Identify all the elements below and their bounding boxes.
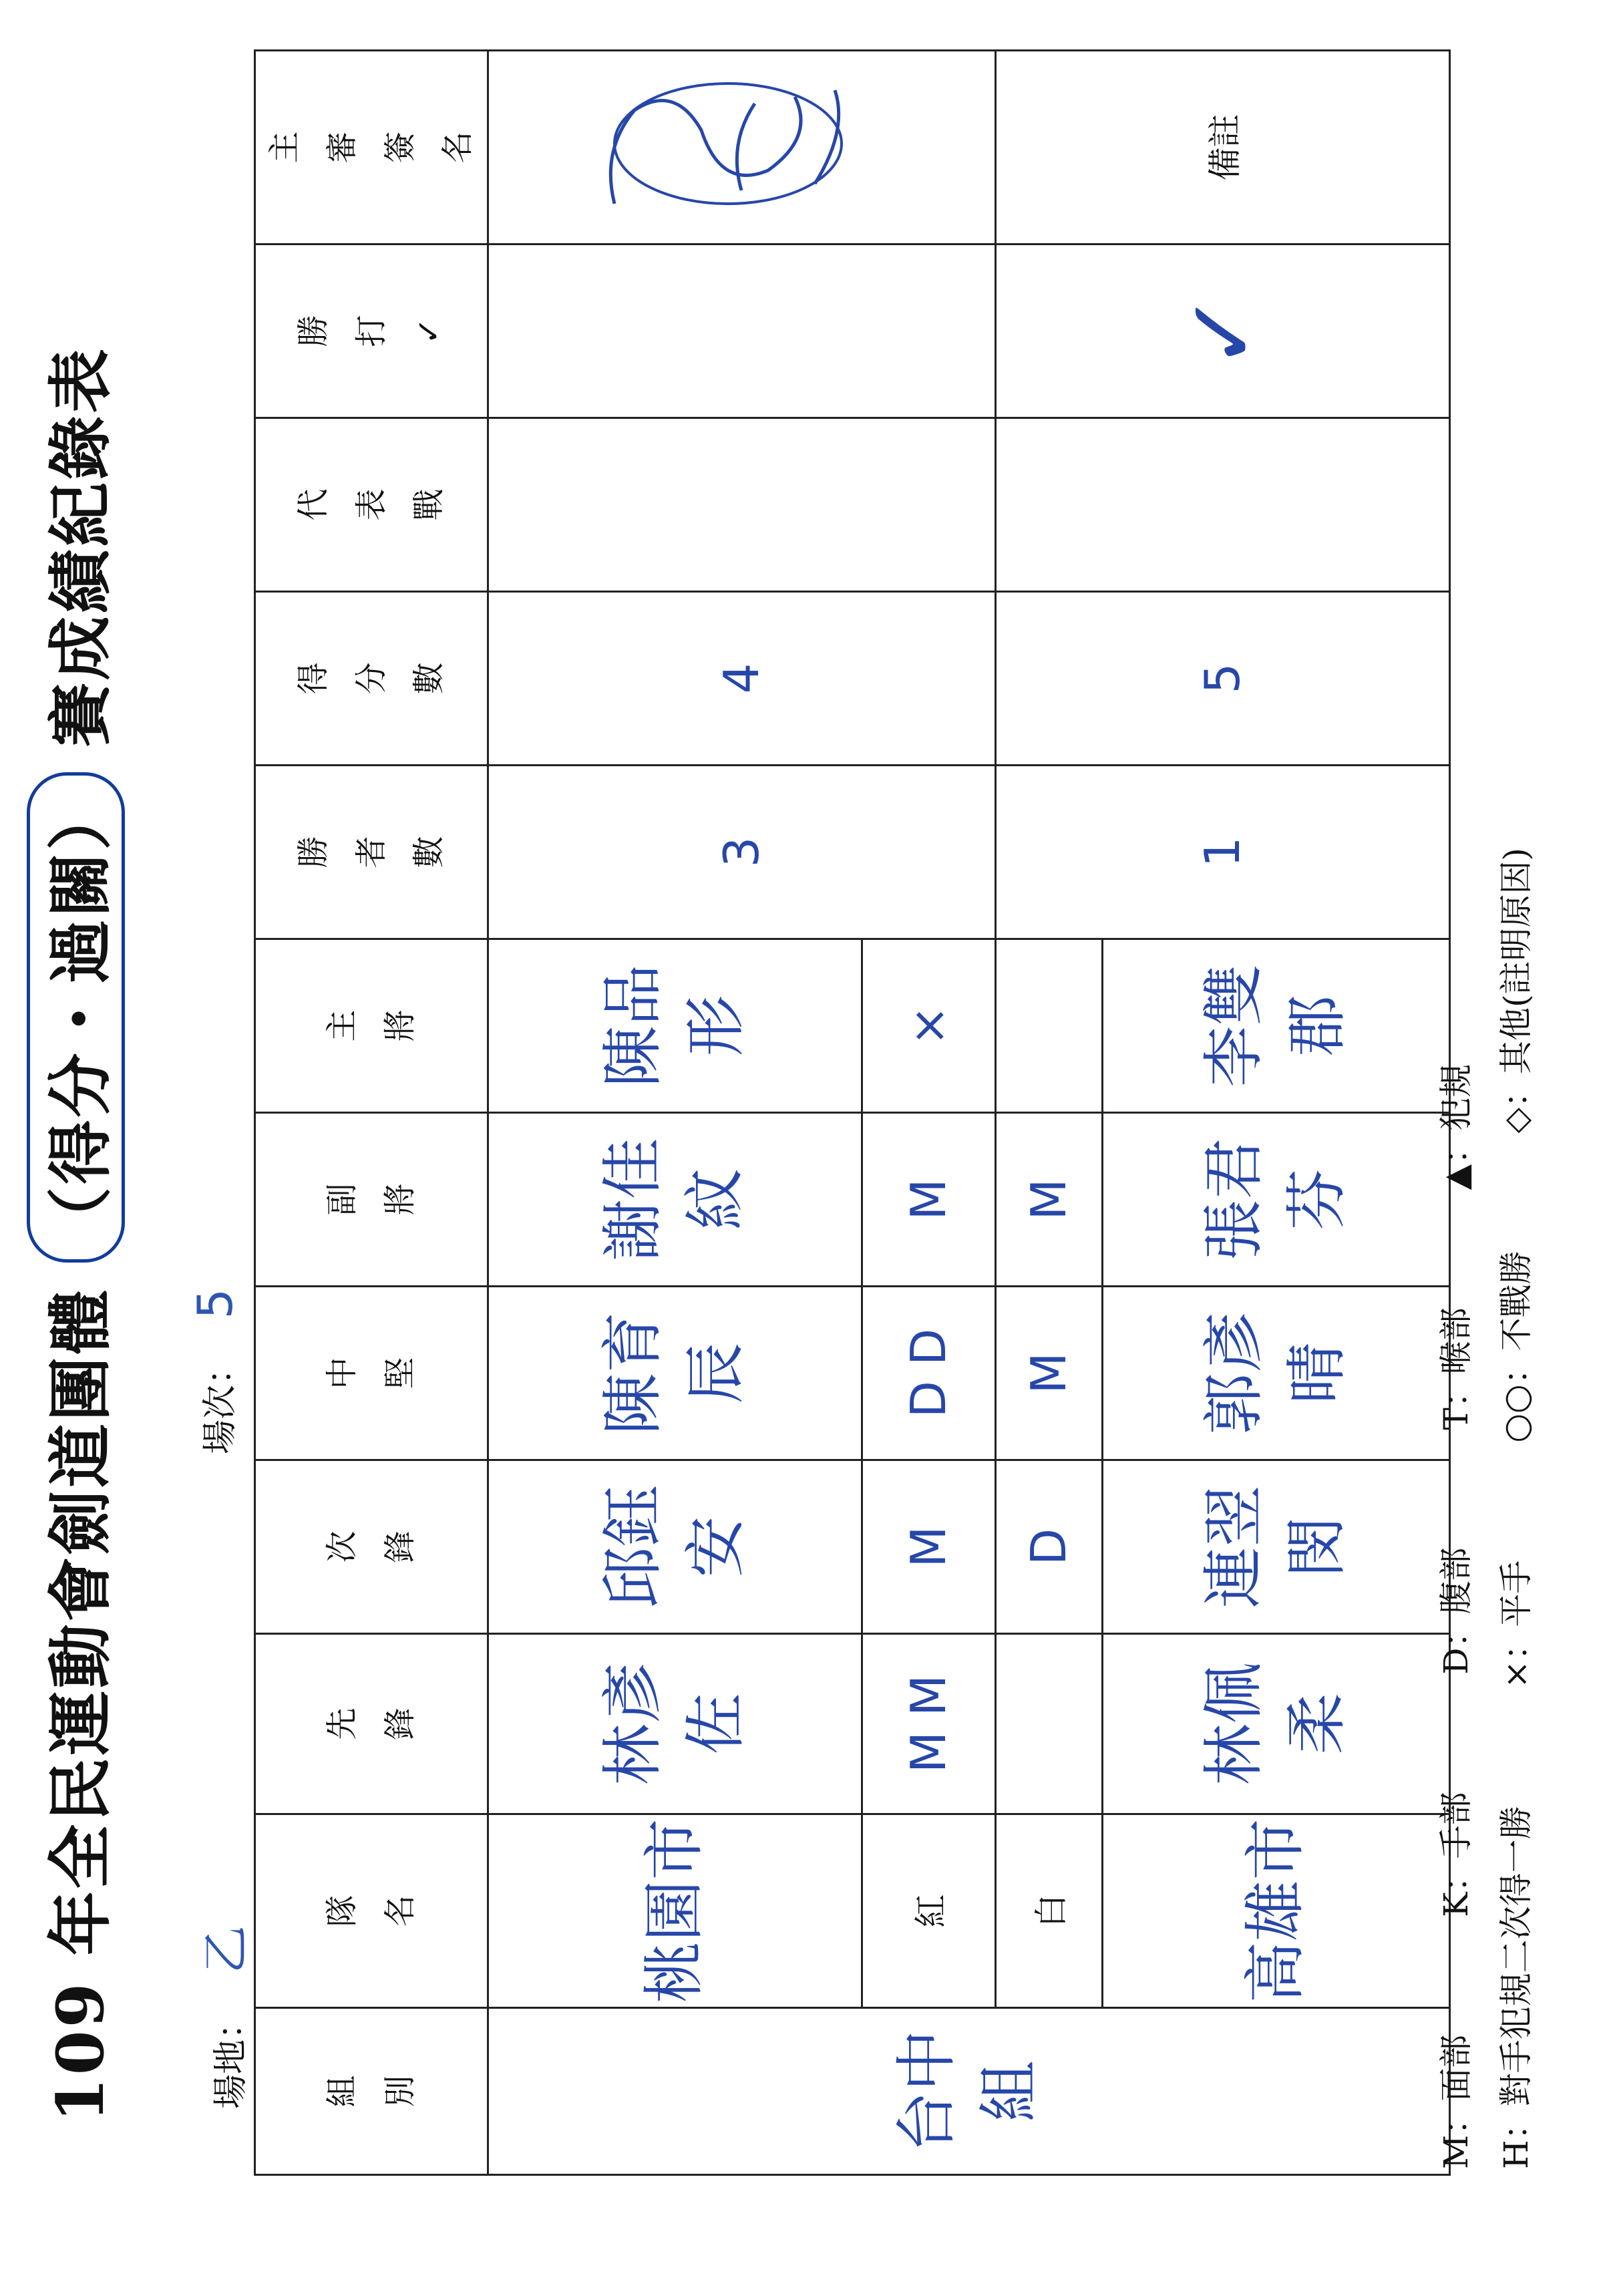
referee-signature — [488, 51, 995, 244]
venue-label: 場地： — [211, 2004, 251, 2109]
score-table — [254, 49, 1451, 2176]
remarks: 備註 — [995, 51, 1449, 244]
team1-points: 4 — [488, 592, 995, 766]
legend-d: D：腹部 — [1437, 1547, 1475, 1675]
team1-winner — [488, 244, 995, 418]
team1-score-taisho: × — [862, 939, 995, 1113]
title-year: 109 — [43, 1980, 118, 2122]
col-fukusho: 副 將 — [255, 1113, 488, 1287]
team2-wins: 1 — [995, 766, 1449, 939]
venue-value: 乙 — [198, 1925, 254, 1974]
col-winner: 勝 打 ✓ — [255, 244, 488, 418]
team1-score-chuken: D D — [862, 1287, 995, 1460]
team1-senpo: 林彥佐 — [488, 1634, 862, 1814]
col-wins: 勝 者 數 — [255, 766, 488, 939]
col-group: 組 別 — [255, 2008, 488, 2175]
team2-side: 白 — [995, 1814, 1102, 2008]
team2-senpo: 林佩柔 — [1102, 1634, 1449, 1814]
team2-score-chuken: M — [995, 1287, 1102, 1460]
legend-oo: ○○：不戰勝 — [1497, 1251, 1536, 1443]
legend-x: ×：平手 — [1497, 1560, 1536, 1689]
match-number — [187, 1289, 243, 1454]
team2-winner: ✓ — [995, 244, 1449, 418]
team1-score-senpo: M M — [862, 1634, 995, 1814]
team1-taisho: 陳品形 — [488, 939, 862, 1113]
team2-score-jiho: D — [995, 1460, 1102, 1634]
col-referee: 主 審 簽 名 — [255, 51, 488, 244]
match-label: 場次： — [200, 1349, 240, 1454]
team2-taisho: 李雙郡 — [1102, 939, 1449, 1113]
team2-score-row — [995, 51, 1102, 2175]
team1-side: 紅 — [862, 1814, 995, 2008]
header-row — [255, 51, 488, 2175]
col-rep: 代 表 戰 — [255, 418, 488, 592]
form-title — [27, 118, 125, 2122]
col-jiho: 次 鋒 — [255, 1460, 488, 1634]
team2-name: 高雄市 — [1102, 1814, 1449, 2008]
team2-points: 5 — [995, 592, 1449, 766]
legend-foul: ▲：犯規 — [1437, 1063, 1475, 1190]
team1-rep — [488, 418, 995, 592]
title-event: 年全民運動會劍道團體 — [43, 1287, 118, 1956]
team1-name: 桃園市 — [488, 1814, 862, 2008]
col-chuken: 中 堅 — [255, 1287, 488, 1460]
col-team: 隊 名 — [255, 1814, 488, 2008]
group-name: 台中組 — [488, 2008, 1449, 2175]
legend-other: ◇：其他(註明原因) — [1497, 848, 1536, 1134]
signature-image — [594, 64, 888, 231]
team2-score-taisho — [995, 939, 1102, 1113]
team2-jiho: 連翌閔 — [1102, 1460, 1449, 1634]
team1-fukusho: 謝佳紋 — [488, 1113, 862, 1287]
title-suffix: 賽成績紀錄表 — [43, 346, 118, 748]
team1-jiho: 邱鈺安 — [488, 1460, 862, 1634]
team2-score-senpo — [995, 1634, 1102, 1814]
legend-h: H：對手犯規二次得一勝 — [1497, 1806, 1536, 2169]
legend-t: T：喉部 — [1437, 1307, 1475, 1430]
col-senpo: 先 鋒 — [255, 1634, 488, 1814]
match-value: 5 — [187, 1288, 243, 1319]
title-stage: （得分・過關） — [27, 772, 125, 1263]
legend-m: M：面部 — [1437, 2034, 1475, 2169]
legend-row-1 — [1429, 957, 1477, 2169]
team1-wins: 3 — [488, 766, 995, 939]
col-points: 得 分 數 — [255, 592, 488, 766]
team1-score-fukusho: M — [862, 1113, 995, 1287]
team2-score-fukusho: M — [995, 1113, 1102, 1287]
team1-chuken: 陳育辰 — [488, 1287, 862, 1460]
team1-row — [488, 51, 862, 2175]
legend-k: K：手部 — [1437, 1792, 1475, 1917]
team1-score-jiho: M — [862, 1460, 995, 1634]
legend-row-2 — [1489, 741, 1538, 2169]
col-taisho: 主 將 — [255, 939, 488, 1113]
team2-fukusho: 張君芬 — [1102, 1113, 1449, 1287]
team2-chuken: 郭彥晴 — [1102, 1287, 1449, 1460]
venue — [187, 1925, 256, 2109]
team2-rep — [995, 418, 1449, 592]
